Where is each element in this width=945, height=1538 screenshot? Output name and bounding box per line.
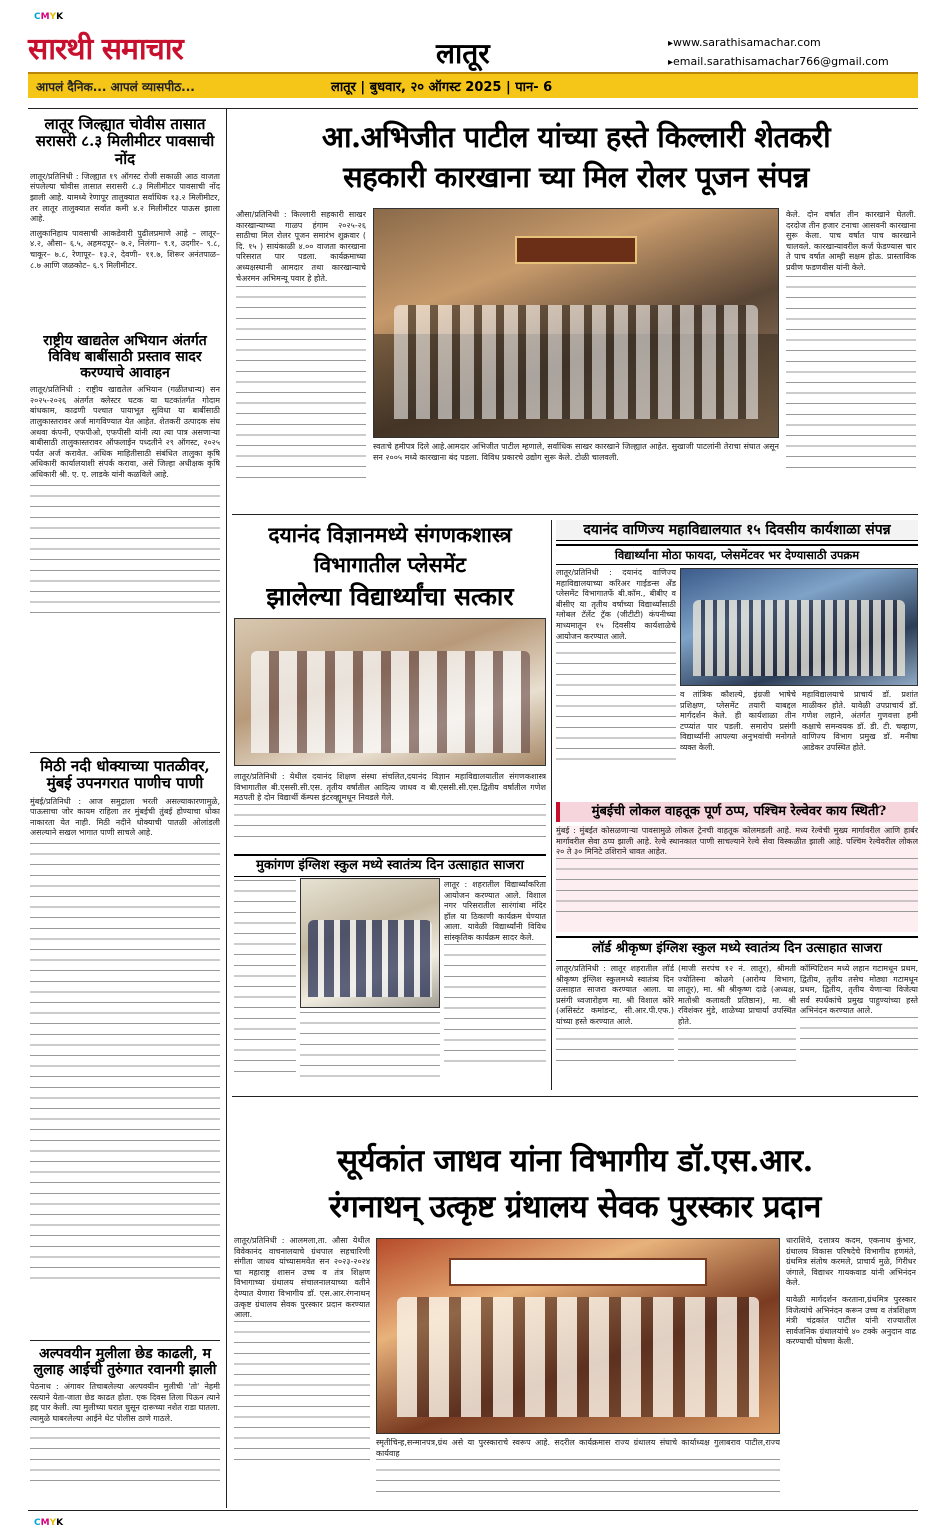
dayanand-science-body bbox=[234, 772, 546, 850]
ls-col3-lines bbox=[800, 1017, 918, 1057]
dc-body-text: लातूर/प्रतिनिधी : दयानंद वाणिज्य महाविद्यालयाच्या करिअर गाईडन्स अँड प्लेसमेंट विभागातर्फे बी.कॉम., बीबीए व बीसीए या तृतीय वर्षाच्या विद्यार्थ्यांसाठी ग्लोबल टॅलेंट ट्रॅक (जीटीटी) कंपनीच्या माध्यमातून १५ दिवसीय कार्यशाळेचे आयोजन करण्यात आले. bbox=[556, 568, 676, 641]
suryakant-col1-text: लातूर/प्रतिनिधी : आलमला,ता. औसा येथील विवेकानंद वाचनालयाचे ग्रंथपाल सहचारिणी संगीता जाधव यांच्यासमवेत सन २०२३-२०२४ चा महाराष्ट्र शासन उच्च व तंत्र शिक्षण विभागाच्या ग्रंथालय संचालनालयाच्या वतीने देण्यात येणारा विभागीय डॉ. एस.आर.रंगनाथन् उत्कृष्ट ग्रंथालय सेवक पुरस्कार प्रदान करण्यात आला. bbox=[234, 1236, 370, 1320]
lord-shrikrishna-col3 bbox=[800, 964, 918, 1088]
lead-rule bbox=[232, 514, 918, 515]
suryakant-col1 bbox=[234, 1236, 370, 1508]
dayanand-science-headline bbox=[232, 520, 548, 614]
dateline: लातूर | बुधवार, २० ऑगस्ट 2025 | पान- 6 bbox=[331, 80, 553, 95]
dayanand-commerce-photo bbox=[680, 568, 918, 686]
lord-shrikrishna-col1 bbox=[556, 964, 674, 1088]
lead-story-col1-text: औसा/प्रतिनिधी : किल्लारी सहकारी साखर कारखान्याच्या गाळप हंगाम २०२५-२६ साठीचा मिल रोलर पूजन समारंभ शुक्रवार ( दि. १५ ) सायंकाळी ४.०० वाजता कारखाना परिसरात पार पडला. कार्यक्रमाच्या अध्यक्षस्थानी आमदार तथा कारखान्याचे चेअरमन अभिमन्यू पवार हे होते. bbox=[236, 210, 366, 283]
story-oilseed-body: लातूर/प्रतिनिधी : राष्ट्रीय खाद्यतेल अभियान (गळीतधान्य) सन २०२५-२०२६ अंतर्गत क्लेस्टर घटक या घटकांतर्गत गोदाम बांधकाम, काढणी पश्चात पायाभूत सुविधा या बाबींसाठी तालुकास्तरावर अर्ज मागविण्यात येत आहेत. शेतकरी उत्पादक संघ अथवा कंपनी, एफपीओ, एफपीसी यांनी त्या त्या पात्र असणाऱ्या बाबीसाठी तालुकास्तरावर ऑफलाईन पध्दतीने २९ ऑगस्ट, २०२५ पर्यंत अर्ज करावेत. अधिक माहितीसाठी संबंधित तालुका कृषि अधिकारी कार्यालयाशी संपर्क करावा, असे जिल्हा अधीक्षक कृषि अधिकारी श्री. ए. ए. लाडके यांनी कळविले आहे. bbox=[30, 385, 220, 480]
story-rainfall-headline: लातूर जिल्ह्यात चोवीस तासात सरासरी ८.३ मिलीमीटर पावसाची नोंद bbox=[35, 115, 215, 168]
story-mithi-headline: मिठी नदी धोक्याच्या पातळीवर, मुंबई उपनगरात पाणीच पाणी bbox=[40, 757, 210, 793]
photo-banner bbox=[515, 236, 636, 263]
lord-shrikrishna-col2 bbox=[678, 964, 796, 1088]
left-rule-1 bbox=[30, 752, 220, 753]
suryakant-col3-text: धाराशिवे, दत्तात्रय कदम, एकनाथ कुंभार, ग्रंथालय विकास परिषदेचे विभागीय हणमंते, ग्रंथमित्र संतोष करमले, प्राचार्य मुळे, गिरीधर जंगाले, विद्याधर गायकवाड यांनी अभिनंदन केले. bbox=[786, 1236, 916, 1288]
lead-headline bbox=[236, 117, 916, 197]
bottom-rule bbox=[28, 1510, 918, 1511]
suryakant-col3 bbox=[786, 1236, 916, 1508]
ds-headline-1: दयानंद विज्ञानमध्ये संगणकशास्त्र bbox=[268, 522, 512, 547]
left-column bbox=[30, 116, 220, 271]
ds-headline-2: विभागातील प्लेसमेंट bbox=[314, 552, 466, 577]
lead-story-photo bbox=[373, 208, 779, 438]
dateline-bar bbox=[28, 72, 918, 98]
left-column-story3 bbox=[30, 758, 220, 1283]
left-column-story2 bbox=[30, 333, 220, 615]
story-rainfall-body: लातूर/प्रतिनिधी : जिल्ह्यात १९ ऑगस्ट रोजी सकाळी आठ वाजता संपलेल्या चोवीस तासात सरासरी ८.३ मिलीमीटर पावसाची नोंद झाली आहे. यामध्ये रेणापूर तालुक्यात सर्वाधिक १३.२ मिलीमीटर, तर लातूर तालुक्यात सर्वात कमी ४.२ मिलीमीटर पाऊस झाला आहे. bbox=[30, 171, 220, 224]
award-photo-people bbox=[397, 1297, 759, 1417]
mukangan-col3 bbox=[444, 880, 546, 1080]
ds-body-continued bbox=[234, 804, 546, 844]
lead-story-col3-continued bbox=[786, 276, 916, 476]
lead-story-col3 bbox=[786, 210, 916, 510]
suryakant-col1-lines bbox=[234, 1321, 370, 1461]
ls-body-text: लातूर/प्रतिनिधी : लातूर शहरातील लॉर्ड श्रीकृष्ण इंग्लिश स्कुलमध्ये स्वातंत्र्य दिन उत्साहात साजरा करण्यात आला. या प्रसंगी ध्वजारोहण मा. श्री विशाल कोरे (असिस्टंट कमांडन्ट, सी.आर.पी.एफ.) यांच्या हस्ते करण्यात आले. bbox=[556, 964, 674, 1026]
cmyk-mark-top: CMYK bbox=[34, 12, 64, 22]
dc-photo-audience bbox=[693, 600, 905, 675]
award-rule bbox=[232, 1096, 918, 1097]
mukangan-headline: मुकांगण इंग्लिश स्कुल मध्ये स्वातंत्र्य दिन उत्साहात साजरा bbox=[234, 854, 546, 877]
top-rule bbox=[28, 108, 918, 109]
mukangan-col1 bbox=[234, 880, 296, 1080]
tagline: आपलं दैनिक... आपलं व्यासपीठ... bbox=[36, 80, 195, 94]
ls-body2-text: (माजी सरपंच १२ नं. लातूर), श्रीमती ज्योतिस्ना कोळगे (आरोग्य विभाग, लातूर), मा. श्री श्रीकृष्ण दाढे (अध्यक्ष, मातोश्री कलावती प्रतिष्ठान), मा. श्री रविशंकर मुंडे, शाळेच्या प्राचार्या उपस्थित होते. bbox=[678, 964, 796, 1026]
photo-people bbox=[394, 305, 758, 419]
ds-photo-people bbox=[251, 651, 530, 753]
ds-headline-3: झालेल्या विद्यार्थ्यांचा सत्कार bbox=[266, 582, 514, 611]
suryakant-strip bbox=[376, 1438, 780, 1508]
dayanand-commerce-subhead: विद्यार्थ्यांना मोठा फायदा, प्लेसमेंटवर भर देण्यासाठी उपक्रम bbox=[556, 544, 918, 565]
mumbai-local-headline: मुंबईची लोकल वाहतूक पूर्ण ठप्प, पश्चिम रेल्वेवर काय स्थिती? bbox=[556, 802, 918, 822]
masthead bbox=[28, 30, 918, 98]
mumbai-local-continued bbox=[556, 858, 918, 918]
dc-body3-text: महाविद्यालयाचे प्राचार्य डॉ. प्रशांत माळीकर होते. यावेळी उपप्राचार्य डॉ. गणेश लहाने, अंतर्गत गुणवत्ता हमी कक्षाचे समन्वयक डॉ. डी. टी. चव्हाण, वाणिज्य विभाग प्रमुख डॉ. मनीषा आडेकर उपस्थित होते. bbox=[802, 690, 918, 752]
mid-divider bbox=[551, 520, 552, 1090]
column-divider bbox=[226, 108, 227, 1508]
suryakant-headline-1: सूर्यकांत जाधव यांना विभागीय डॉ.एस.आर. bbox=[337, 1143, 813, 1179]
dayanand-commerce-col1 bbox=[556, 568, 676, 800]
contact-info bbox=[668, 34, 918, 72]
mukangan-col1-lines bbox=[234, 880, 296, 1080]
dayanand-commerce-col3 bbox=[802, 690, 918, 800]
cmyk-mark-bottom: CMYK bbox=[34, 1518, 64, 1528]
suryakant-headline bbox=[232, 1138, 918, 1230]
story-harassment-headline: अल्पवयीन मुलीला छेड काढली, म लुलाह आईची तुरुंगात रवानगी झाली bbox=[33, 1346, 217, 1379]
lord-shrikrishna-headline: लॉर्ड श्रीकृष्ण इंग्लिश स्कुल मध्ये स्वातंत्र्य दिन उत्साहात साजरा bbox=[556, 936, 918, 961]
story-mithi-continued bbox=[30, 843, 220, 1283]
story-mithi-body: मुंबई/प्रतिनिधी : आज समुद्राला भरती असल्याकारणामुळे, पाऊसाचा जोर कायम राहिला तर मुंबईची तुंबई होण्याचा धोका नाकारता येत नाही. मिठी नदीने धोक्याची पातळी ओलांडली असल्याने सखल भागात पाणी साचले आहे. bbox=[30, 796, 220, 838]
website-link[interactable]: ▸ www.sarathisamachar.com bbox=[668, 34, 918, 53]
edition-name: लातूर bbox=[436, 37, 490, 70]
lead-story-col1-continued bbox=[236, 286, 366, 486]
suryakant-headline-2: रंगनाथन् उत्कृष्ट ग्रंथालय सेवक पुरस्कार प्रदान bbox=[329, 1189, 821, 1225]
ls-body3-text: कॉम्पिटिशन मध्ये लहान गटामधून प्रथम, द्वितीय, तृतीय तसेच मोठ्या गटामधून प्रथम, द्वितीय, तृतीय येणाऱ्या विजेत्या सर्व स्पर्धकांचे प्रमुख पाहुण्यांच्या हस्ते अभिनंदन करण्यात आले. bbox=[800, 964, 918, 1016]
mukangan-photo bbox=[300, 878, 440, 1008]
suryakant-award-photo bbox=[376, 1238, 780, 1434]
mumbai-local-text: मुंबई : मुंबईत कोसळणाऱ्या पावसामुळे लोकल ट्रेनची वाहतूक कोलमडली आहे. मध्य रेल्वेची मुख्य मार्गावरील आणि हार्बर मार्गावरील सेवा ठप्प झाली आहे. रेल्वे स्थानकात पाणी साचल्याने रेल्वे सेवा विस्कळीत झाली आहे. पश्चिम रेल्वेवरील लोकल २० ते ३० मिनिटे उशिराने धावत आहेत. bbox=[556, 826, 918, 857]
lead-story-strip-text: स्वतःचे हमीपत्र दिले आहे.आमदार अभिजीत पाटील म्हणाले, सर्वाधिक साखर कारखाने जिल्ह्यात आहेत. सुखाजी पाटलांनी तेराचा संघात असून सन २००५ मध्ये कारखाना बंद पडला. विविध प्रकारचे उद्योग सुरू केले. टोळी चालवली. bbox=[373, 442, 779, 462]
ls-col2-lines bbox=[678, 1028, 796, 1068]
newspaper-logo: सारथी समाचार bbox=[28, 32, 183, 67]
mukangan-col3-lines bbox=[444, 944, 546, 1064]
story-rainfall-body2: तालुकानिहाय पावसाची आकडेवारी पुढीलप्रमाणे आहे – लातूर– ४.२, औसा– ६.५, अहमदपूर– ७.२, निलंगा– ९.१, उदगीर– ९.८, चाकूर– ७.८, रेणापूर– १३.२, देवणी– ११.७, शिरूर अनंतपाळ– ८.७ आणि जळकोट– ६.९ मिलीमीटर. bbox=[30, 228, 220, 270]
left-column-story4 bbox=[30, 1346, 220, 1487]
lead-story-strip bbox=[373, 442, 779, 508]
ds-body-text: लातूर/प्रतिनिधी : येथील दयानंद शिक्षण संस्था संचलित,दयानंद विज्ञान महाविद्यालयातील संगणकशास्त्र विभागातील बी.एससी.सी.एस. तृतीय वर्षातील आदित्य जाधव व बी.एससी.सी.एस.द्वितीय वर्षातील गणेश मठपती हे दोन विद्यार्थी कॅम्पस इंटरव्ह्यूमधून निवडले गेले. bbox=[234, 772, 546, 803]
dayanand-science-photo bbox=[234, 618, 546, 766]
mukangan-photo-kids bbox=[308, 920, 432, 997]
ls-col1-lines bbox=[556, 1028, 674, 1068]
mukangan-body-text: लातूर : शहरातील विद्यार्थ्यांकरिता आयोजन करण्यात आले. विशाल नगर परिसरातील सारंगांबा मंदिर हॉल या ठिकाणी कार्यक्रम घेण्यात आला. यावेळी विद्यार्थ्यांनी विविध सांस्कृतिक कार्यक्रम सादर केले. bbox=[444, 880, 546, 942]
dc-col1-lines bbox=[556, 642, 676, 762]
mukangan-under-photo bbox=[300, 1012, 440, 1080]
left-rule-2 bbox=[30, 1340, 220, 1341]
story-harassment-continued bbox=[30, 1427, 220, 1487]
award-banner bbox=[449, 1258, 706, 1285]
email-link[interactable]: ▸ email.sarathisamachar766@gmail.com bbox=[668, 53, 918, 72]
dayanand-commerce-headline: दयानंद वाणिज्य महाविद्यालयात १५ दिवसीय कार्यशाळा संपन्न bbox=[556, 520, 918, 541]
dayanand-commerce-col2 bbox=[680, 690, 796, 800]
dc-body2-text: व तांत्रिक कौशल्ये, इंग्रजी भाषेचे प्रशिक्षण, प्लेसमेंट तयारी याबद्दल मार्गदर्शन केले. ही कार्यशाळा तीन टप्प्यांत पार पडली. समारोप प्रसंगी विद्यार्थ्यांनी आपल्या अनुभवांची मनोगते व्यक्त केली. bbox=[680, 690, 796, 752]
story-oilseed-continued bbox=[30, 485, 220, 615]
lead-story-col3-text: केले. दोन वर्षात तीन कारखाने घेतली. दरदोज तीन हजार टनाचा आसवनी कारखाना सुरू केला. पाच वर्षात पाच कारखाने चालवले. कारखान्यावरील कर्ज फेडण्यास चार ते पाच वर्षात आम्ही सक्षम होऊ. प्रास्ताविक प्रवीण फडणवीस यांनी केले. bbox=[786, 210, 916, 272]
story-oilseed-headline: राष्ट्रीय खाद्यतेल अभियान अंतर्गत विविध बाबींसाठी प्रस्ताव सादर करण्याचे आवाहन bbox=[43, 333, 207, 382]
lead-story-col1 bbox=[236, 210, 366, 510]
suryakant-strip-text: स्मृतीचिन्ह,सन्मानपत्र,ग्रंथ असे या पुरस्काराचे स्वरूप आहे. सदरील कार्यक्रमास राज्य ग्रंथालय संघाचे कार्याध्यक्ष गुलाबराव पाटील,राज्य कार्यवाह bbox=[376, 1438, 780, 1458]
lead-headline-line2: सहकारी कारखाना च्या मिल रोलर पूजन संपन्न bbox=[343, 160, 809, 194]
suryakant-strip-lines bbox=[376, 1459, 780, 1499]
lead-headline-line1: आ.अभिजीत पाटील यांच्या हस्ते किल्लारी शेतकरी bbox=[321, 120, 831, 154]
mumbai-local-body bbox=[556, 826, 918, 932]
suryakant-col3b-text: यावेळी मार्गदर्शन करताना,ग्रंथमित्र पुरस्कार विजेत्यांचे अभिनंदन करून उच्च व तंत्रशिक्षण मंत्री चंद्रकांत पाटील यांनी राज्यातील सार्वजनिक ग्रंथालयांचे ४० टक्के अनुदान वाढ करण्याची घोषणा केली. bbox=[786, 1294, 916, 1347]
story-harassment-body: पेठनाथ : अंगावर तिचाबलेल्या अल्पवयीन मुलीची 'तो' नेहमी रस्त्याने येता-जाता छेड काढत होता. एक दिवस तिला पिऊन त्याने हद्द पार केली. त्या मुलीच्या घरात घुसून दारूच्या नशेत राडा घातला. त्यामुळे घाबरलेल्या आईने थेट पोलीस ठाणे गाठले. bbox=[30, 1382, 220, 1423]
